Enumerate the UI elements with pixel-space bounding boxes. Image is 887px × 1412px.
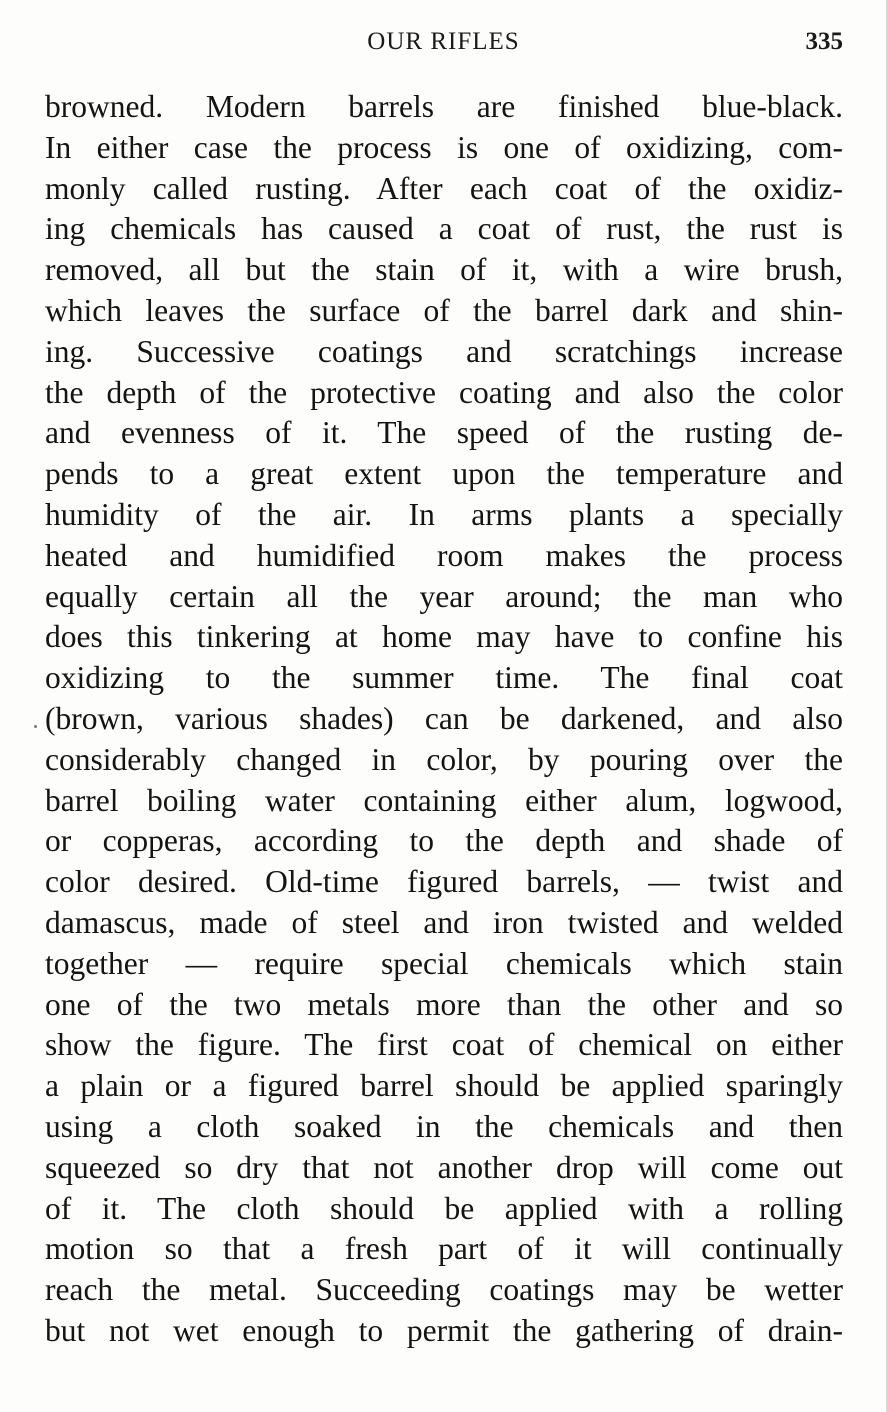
text-line: together — require special chemicals which stain: [45, 945, 843, 981]
body-text: [45, 87, 843, 1352]
text-line: a plain or a figured barrel should be applied sparingly: [45, 1068, 843, 1104]
text-line: using a cloth soaked in the chemicals and then: [45, 1108, 843, 1144]
text-line: color desired. Old-time figured barrels, — twist and: [45, 864, 843, 900]
text-line: In either case the process is one of oxidizing, com-: [45, 129, 843, 165]
text-line: and evenness of it. The speed of the rusting de-: [45, 415, 843, 451]
text-line: the depth of the protective coating and also the color: [45, 374, 843, 410]
text-line: of it. The cloth should be applied with a rolling: [45, 1190, 843, 1226]
text-line: ing. Successive coatings and scratchings increase: [45, 333, 843, 369]
text-line: ing chemicals has caused a coat of rust, the rust is: [45, 211, 843, 247]
text-line: or copperas, according to the depth and shade of: [45, 823, 843, 859]
text-line: oxidizing to the summer time. The final coat: [45, 660, 843, 696]
text-line: but not wet enough to permit the gathering of drain-: [45, 1312, 843, 1348]
text-line: removed, all but the stain of it, with a wire brush,: [45, 252, 843, 288]
page-number: 335: [805, 28, 843, 55]
text-line: damascus, made of steel and iron twisted and welded: [45, 904, 843, 940]
margin-speck: [34, 725, 37, 728]
text-line: pends to a great extent upon the temperature and: [45, 456, 843, 492]
running-head: [0, 28, 887, 68]
text-line: (brown, various shades) can be darkened, and also: [45, 700, 843, 736]
text-line: equally certain all the year around; the man who: [45, 578, 843, 614]
text-line: browned. Modern barrels are finished blue-black.: [45, 89, 843, 124]
text-line: squeezed so dry that not another drop will come out: [45, 1149, 843, 1185]
text-line: one of the two metals more than the other and so: [45, 986, 843, 1022]
text-line: reach the metal. Succeeding coatings may be wetter: [45, 1272, 843, 1308]
text-line: considerably changed in color, by pouring over the: [45, 741, 843, 777]
text-line: heated and humidified room makes the process: [45, 537, 843, 573]
text-line: which leaves the surface of the barrel dark and shin-: [45, 292, 843, 328]
text-line: does this tinkering at home may have to confine his: [45, 619, 843, 655]
text-line: humidity of the air. In arms plants a specially: [45, 496, 843, 532]
running-head-title: OUR RIFLES: [367, 28, 520, 55]
text-line: show the figure. The first coat of chemical on either: [45, 1027, 843, 1063]
text-line: motion so that a fresh part of it will continually: [45, 1231, 843, 1267]
text-line: barrel boiling water containing either alum, logwood,: [45, 782, 843, 818]
text-line: monly called rusting. After each coat of the oxidiz-: [45, 170, 843, 206]
